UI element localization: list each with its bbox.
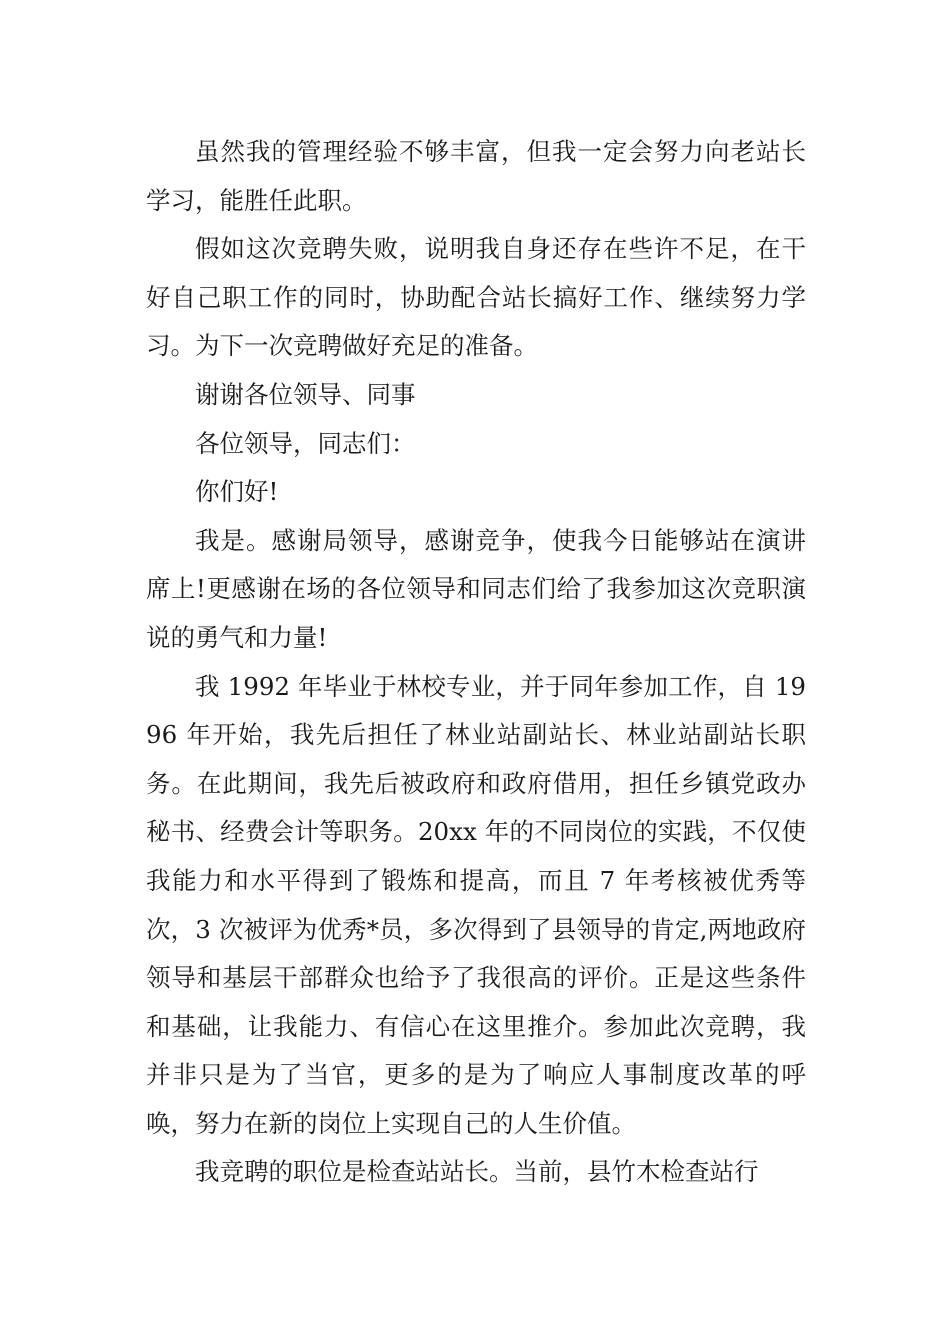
paragraph-if-fail: 假如这次竞聘失败，说明我自身还存在些许不足，在干好自己职工作的同时，协助配合站长搞好工作、继续努力学习。为下一次竞聘做好充足的准备。 <box>146 234 806 361</box>
paragraph-introduction: 我是。感谢局领导，感谢竞争，使我今日能够站在演讲席上!更感谢在场的各位领导和同志们给了我参加这次竞职演说的勇气和力量! <box>146 525 806 652</box>
paragraph-greeting: 你们好! <box>195 477 279 507</box>
paragraph-position: 我竞聘的职位是检查站站长。当前，县竹木检查站行 <box>195 1157 759 1187</box>
paragraph-thanks: 谢谢各位领导、同事 <box>195 379 416 409</box>
paragraph-salutation: 各位领导，同志们： <box>195 428 416 458</box>
paragraph-background: 我 1992 年毕业于林校专业，并于同年参加工作，自 1996 年开始，我先后担任了林业站副站长、林业站副站长职务。在此期间，我先后被政府和政府借用，担任乡镇党政办秘书、经费会计等职务。20xx 年的不同岗位的实践，不仅使我能力和水平得到了锻炼和提高，而且 7 年考核被优秀等次，3 次被评为优秀*员，多次得到了县领导的肯定,两地政府领导和基层干部群众也给予了我很高的评价。正是这些条件和基础，让我能力、有信心在这里推介。参加此次竞聘，我并非只是为了当官，更多的是为了响应人事制度改革的呼唤，努力在新的岗位上实现自己的人生价值。 <box>146 671 806 1138</box>
document-body <box>146 128 806 1197</box>
paragraph-experience: 虽然我的管理经验不够丰富，但我一定会努力向老站长学习，能胜任此职。 <box>146 137 806 215</box>
